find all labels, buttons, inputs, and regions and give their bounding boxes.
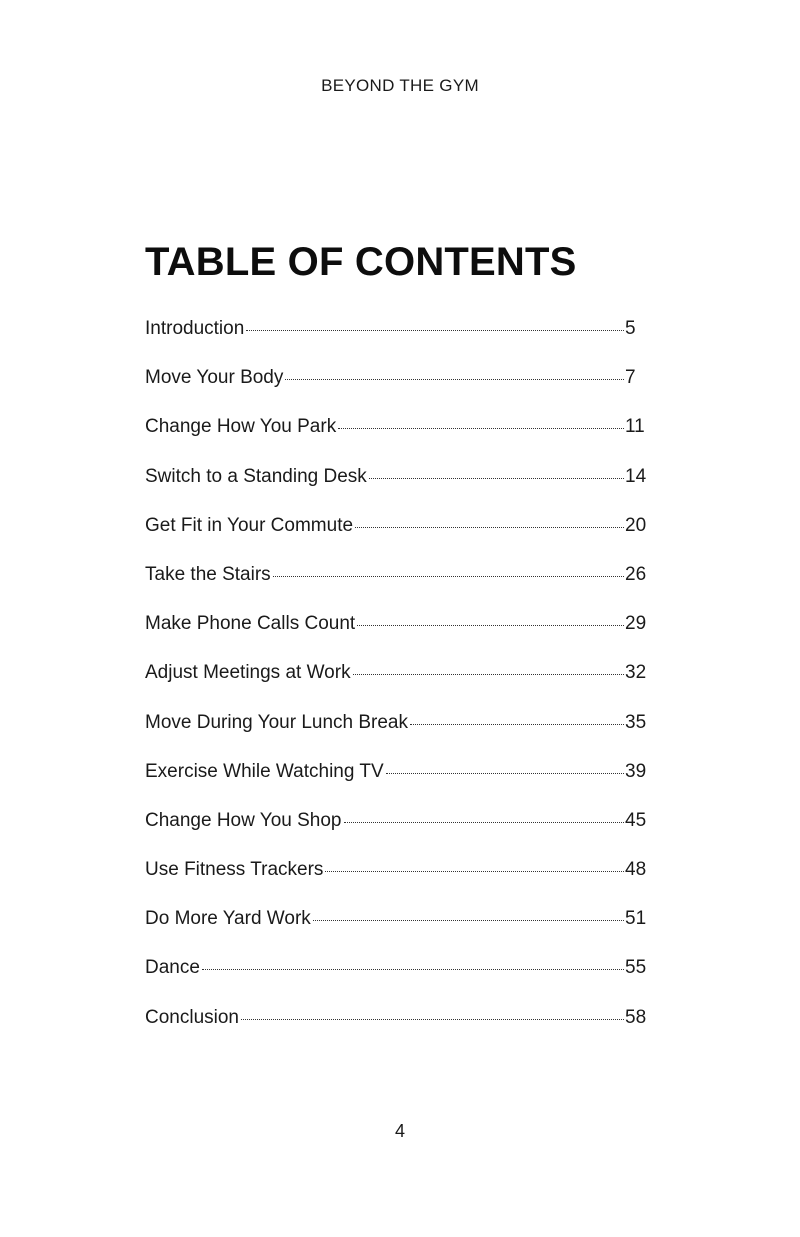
toc-entry-label: Conclusion xyxy=(145,1006,239,1028)
toc-entry-page: 55 xyxy=(625,957,647,979)
toc-entry-label: Get Fit in Your Commute xyxy=(145,514,354,536)
dot-leader xyxy=(273,576,624,577)
toc-entry-watching-tv[interactable] xyxy=(145,761,651,810)
toc-entry-page: 7 xyxy=(625,367,636,389)
toc-entry-phone-calls[interactable] xyxy=(145,613,651,662)
toc-entry-label: Introduction xyxy=(145,318,245,339)
toc-entry-page: 32 xyxy=(625,662,647,684)
dot-leader xyxy=(202,969,624,970)
toc-entry-page: 5 xyxy=(625,318,636,339)
toc-entry-introduction[interactable] xyxy=(145,318,651,367)
toc-entry-page: 11 xyxy=(625,416,645,438)
toc-entry-label: Change How You Shop xyxy=(145,809,342,831)
toc-entry-label: Move Your Body xyxy=(145,367,284,389)
toc-entry-label: Exercise While Watching TV xyxy=(145,760,384,782)
toc-entry-commute[interactable] xyxy=(145,515,651,564)
toc-entry-label: Make Phone Calls Count xyxy=(145,613,356,635)
toc-entry-lunch-break[interactable] xyxy=(145,712,651,761)
toc-entry-label: Do More Yard Work xyxy=(145,908,311,930)
dot-leader xyxy=(344,822,625,823)
dot-leader xyxy=(285,379,624,380)
toc-entry-fitness-trackers[interactable] xyxy=(145,859,651,908)
toc-entry-page: 58 xyxy=(625,1006,647,1028)
toc-entry-shop[interactable] xyxy=(145,810,651,859)
toc-entry-move-your-body[interactable] xyxy=(145,367,651,416)
toc-entry-page: 48 xyxy=(625,859,647,881)
dot-leader xyxy=(241,1019,624,1020)
toc-entry-label: Use Fitness Trackers xyxy=(145,859,324,881)
toc-entry-page: 51 xyxy=(625,908,647,930)
dot-leader xyxy=(325,871,624,872)
dot-leader xyxy=(369,478,624,479)
toc-entry-meetings[interactable] xyxy=(145,662,651,711)
toc-entry-conclusion[interactable] xyxy=(145,1007,651,1056)
toc-entry-label: Move During Your Lunch Break xyxy=(145,711,408,733)
toc-entry-standing-desk[interactable] xyxy=(145,466,651,515)
dot-leader xyxy=(386,773,624,774)
toc-entry-page: 14 xyxy=(625,465,647,487)
dot-leader xyxy=(313,920,624,921)
toc-entry-page: 20 xyxy=(625,514,647,536)
toc-entry-yard-work[interactable] xyxy=(145,908,651,957)
page-number: 4 xyxy=(394,1121,405,1141)
toc-list xyxy=(145,318,651,1056)
toc-entry-page: 29 xyxy=(625,613,647,635)
dot-leader xyxy=(246,330,624,331)
page-title: TABLE OF CONTENTS xyxy=(145,240,577,284)
toc-entry-label: Switch to a Standing Desk xyxy=(145,465,367,487)
toc-entry-label: Dance xyxy=(145,957,200,979)
dot-leader xyxy=(355,527,624,528)
dot-leader xyxy=(357,625,624,626)
toc-entry-page: 39 xyxy=(625,760,647,782)
toc-entry-stairs[interactable] xyxy=(145,564,651,613)
toc-entry-page: 35 xyxy=(625,711,647,733)
dot-leader xyxy=(353,674,624,675)
toc-entry-dance[interactable] xyxy=(145,957,651,1006)
dot-leader xyxy=(338,428,624,429)
toc-entry-page: 45 xyxy=(625,809,647,831)
running-header: BEYOND THE GYM xyxy=(321,76,479,95)
toc-entry-label: Adjust Meetings at Work xyxy=(145,662,351,684)
dot-leader xyxy=(410,724,624,725)
toc-entry-page: 26 xyxy=(625,563,647,585)
toc-entry-change-how-you-park[interactable] xyxy=(145,416,651,465)
toc-entry-label: Take the Stairs xyxy=(145,563,271,585)
toc-entry-label: Change How You Park xyxy=(145,416,337,438)
